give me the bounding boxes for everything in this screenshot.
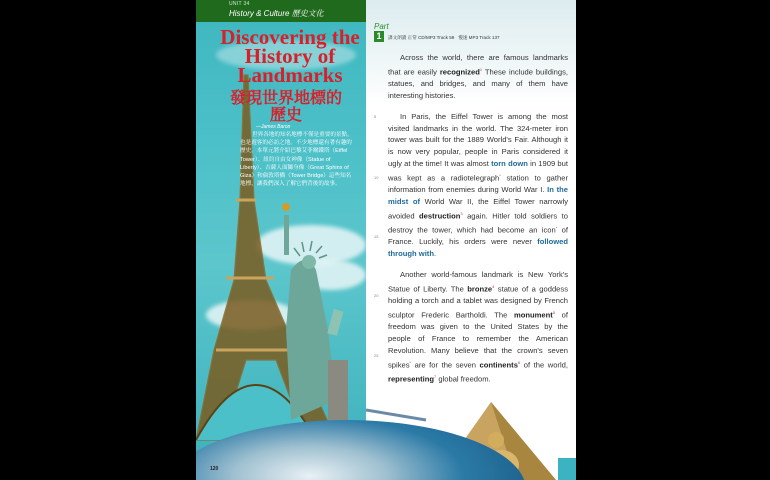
chinese-intro-text: 世界各地的知名地標不僅是重要的景點，也是遊客的必訪之地。不少地標還有著有趣的歷史。本單元將介紹巴黎艾菲爾鐵塔（Eiffel Tower）、紐約自由女神像（Statue of Liberty）、吉薩人面獅身像（Great Sphinx of Giza）和倫敦塔橋（Tower Bridge）這些知名地標，讓我們深入了解它們背後的故事。 <box>240 132 353 188</box>
vocab-recognized[interactable]: recognized <box>439 67 480 77</box>
phrase-torn-down[interactable]: torn down <box>491 158 528 168</box>
vocab-representing[interactable]: representing <box>388 374 434 384</box>
magazine-page <box>196 0 576 480</box>
audio-track-info <box>388 35 500 41</box>
paragraph-2: In Paris, the Eiffel Tower is among the most visited landmarks in the world. The 324-meter iron tower was built for the 1889 World's Fair. Although it is now very popular, people in Paris considered it ugly at the time! It was almost torn down in 1909 but was kept as a radiotelegraph* station to gather information from enemies during World War I. In the midst of World War II, the Eiffel Tower narrowly avoided destruction$^3$ again. Hitler told soldiers to destroy the tower, which had become an icon* of France. Luckily, his orders were never followed through with. <box>388 111 569 259</box>
paragraph-1: Across the world, there are famous landmarks that are easily recognized$^1$ These include buildings, statues, and bridges, and many of them have interesting histories. <box>388 53 569 100</box>
vocab-bronze[interactable]: bronze <box>467 284 493 294</box>
author-byline: —James Baron <box>256 124 291 130</box>
cover-illustration-panel <box>196 0 366 480</box>
part-label: Part <box>374 22 389 31</box>
decorative-stripe <box>558 458 576 480</box>
vocab-monument[interactable]: monument <box>513 310 553 320</box>
paragraph-3: Another world-famous landmark is New York's Statue of Liberty. The bronze$^4$ statue of a goddess holding a torch and a tablet was designed by French sculptor Frederic Bartholdi. The monument$^5$ of freedom was given to the United States by the people of France to remember the American Revolution. Many believe that the crown's seven spikes* are for the seven continents$^6$ of the world, representing$^7$ global freedom. <box>388 269 568 384</box>
phrase-in-the-midst-of[interactable]: In the midst of <box>388 185 568 206</box>
line-number: 20 <box>374 293 379 298</box>
vocab-destruction[interactable]: destruction <box>419 211 461 221</box>
unit-header-bar <box>196 0 366 22</box>
line-number: 25 <box>374 353 379 358</box>
line-number: 5 <box>374 114 377 119</box>
unit-category: History & Culture 歷史文化 <box>229 9 324 18</box>
unit-number: UNIT 34 <box>229 1 250 7</box>
line-number: 15 <box>374 234 379 239</box>
vocab-continents[interactable]: continents <box>479 360 518 370</box>
article-title-chinese: 發現世界地標的歷史 <box>229 90 342 124</box>
phrase-followed-through-with[interactable]: followed through with <box>388 237 568 259</box>
part-number-badge: 1 <box>374 31 384 42</box>
article-text-column <box>366 0 576 480</box>
track-normal-speed: 課文朗讀 正常 CD/MP3 Track 59 <box>388 35 455 40</box>
page-number: 120 <box>210 466 219 472</box>
line-number: 10 <box>374 175 379 180</box>
article-body <box>388 52 568 394</box>
track-slow-speed: 慢速 MP3 Track 137 <box>458 35 500 40</box>
article-title: Discovering the History of Landmarks <box>220 25 360 87</box>
